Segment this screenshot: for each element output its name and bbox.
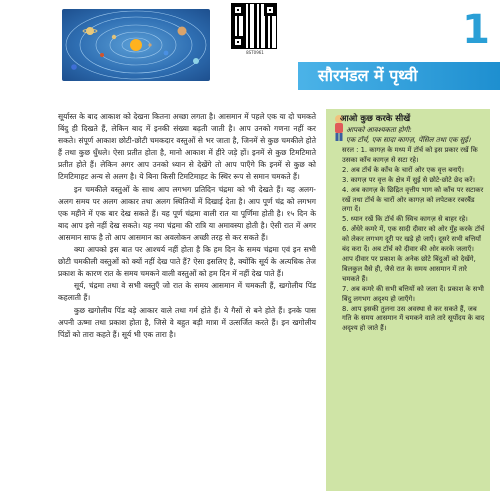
chapter-title: सौरमंडल में पृथ्वी (318, 66, 418, 85)
activity-step: 2. अब टॉर्च के काँच के चारों ओर एक वृत्त बनाएँ। (342, 165, 464, 174)
activity-need-items: एक टॉर्च, एक सादा कागज़, पेंसिल तथा एक सुई। (346, 135, 471, 144)
activity-step: 8. आप इसकी तुलना उस अवस्था से कर सकते हैं, जब गति के समय आसमान में चमकने वाले तारे सूर्योदय के बाद अदृश्य हो जाते हैं। (342, 304, 485, 333)
activity-step: 5. ध्यान रखें कि टॉर्च की स्विच कागज़ से बाहर रहे। (342, 215, 468, 224)
paragraph-3: क्या आपको इस बात पर आश्चर्य नहीं होता है कि हम दिन के समय चंद्रमा एवं इन सभी छोटी चमकीली वस्तुओं को क्यों नहीं देख पाते हैं? ऐसा इसलिए है, क्योंकि सूर्य के अत्यधिक तेज प्रकाश के कारण रात के समय चमकने वाली वस्तुओं को हम दिन में नहीं देख पाते हैं। (58, 245, 316, 279)
activity-steps (342, 146, 486, 334)
activity-need-label: आपको आवश्यकता होगी: (346, 126, 412, 134)
activity-step: 3. कागज़ पर वृत्त के क्षेत्र में सुई से छोटे-छोटे छेद करें। (342, 175, 475, 184)
activity-step: 4. अब कागज़ के छिद्रित वृत्तीय भाग को काँच पर सटाकर रखें तथा टॉर्च के चारों ओर कागज़ को लपेटकर रबरबैंड लगा दें। (342, 185, 484, 214)
activity-step: 6. अँधेरे कमरे में, एक सादी दीवार को ओर मुँह करके टॉर्च को लेकर लगभग दूरी पर खड़े हो जाएँ। दूसरे सभी बत्तियाँ बंद करा दें। अब टॉर्च को दीवार की ओर करके जलाएँ। आप दीवार पर प्रकाश के अनेक छोटे बिंदुओं को देखेंगे, बिलकुल वैसे ही, जैसे रात के समय आसमान में तारे चमकते हैं। (342, 225, 485, 283)
chapter-number: 1 (462, 7, 490, 53)
activity-needs (346, 126, 486, 145)
main-text (58, 111, 316, 341)
solar-system-illustration (62, 9, 210, 81)
activity-heading: आओ कुछ करके सीखें (340, 114, 411, 124)
qr-code[interactable] (232, 4, 276, 48)
paragraph-1: सूर्यास्त के बाद आकाश को देखना कितना अच्छा लगता है। आसमान में पहले एक या दो चमकते बिंदु ही दिखते हैं, लेकिन बाद में इनकी संख्या बढ़ती जाती है। आप उनको गणना नहीं कर सकते। संपूर्ण आकाश छोटी-छोटी चमकदार वस्तुओं से भर जाता है, जिनमें से कुछ चमकीले होते हैं तथा कुछ धुँधले। ऐसा प्रतीत होता है, मानो आकाश में हीरे जड़े हों। इनमें से कुछ टिमटिमाते प्रतीत होते हैं। लेकिन अगर आप उनको ध्यान से देखेंगे तो आप पाएँगे कि इनमें से कुछ को टिमटिमाहट अन्य से अलग है। ये बिना किसी टिमटिमाहट के स्थिर रूप से समान चमकते हैं। (58, 112, 316, 182)
paragraph-2: इन चमकीले वस्तुओं के साथ आप लगभग प्रतिदिन चंद्रमा को भी देखते हैं। यह अलग-अलग समय पर अलग आकार तथा अलग स्थितियों में दिखाई देता है। आप पूर्ण चंद्र को लगभग एक महीने में एक बार देख सकते हैं। यह पूर्ण चंद्रमा वाली रात या पूर्णिमा होती है। १५ दिन के बाद आप इसे नहीं देख सकते। यह नया चंद्रमा की रात्रि या अमावस्या होती है। ऐसी रात में अगर आसमान साफ है तो आप आसमान का अवलोकन अच्छी तरह से कर सकते हैं। (58, 184, 316, 242)
activity-step: 7. अब कमरे की सभी बत्तियों को जला दें। प्रकाश के सभी बिंदु लगभग अदृश्य हो जाएँगे। (342, 284, 484, 303)
activity-step: सरल : 1. कागज़ के मध्य में टॉर्च को इस प्रकार रखें कि उसका काँच कागज़ से सटा रहे। (342, 146, 478, 164)
qr-code-label: 8ST0961 (246, 50, 264, 55)
paragraph-4: सूर्य, चंद्रमा तथा वे सभी वस्तुएँ जो रात के समय आसमान में चमकती हैं, खगोलीय पिंड कहलाती हैं। (58, 281, 316, 303)
paragraph-5: कुछ खगोलीय पिंड बड़े आकार वाले तथा गर्म होते हैं। ये गैसों से बने होते हैं। इनके पास अपनी ऊष्मा तथा प्रकाश होता है, जिसे वे बहुत बड़ी मात्रा में उत्सर्जित करते हैं। इन खगोलीय पिंडों को तारा कहते हैं। सूर्य भी एक तारा है। (58, 305, 316, 339)
